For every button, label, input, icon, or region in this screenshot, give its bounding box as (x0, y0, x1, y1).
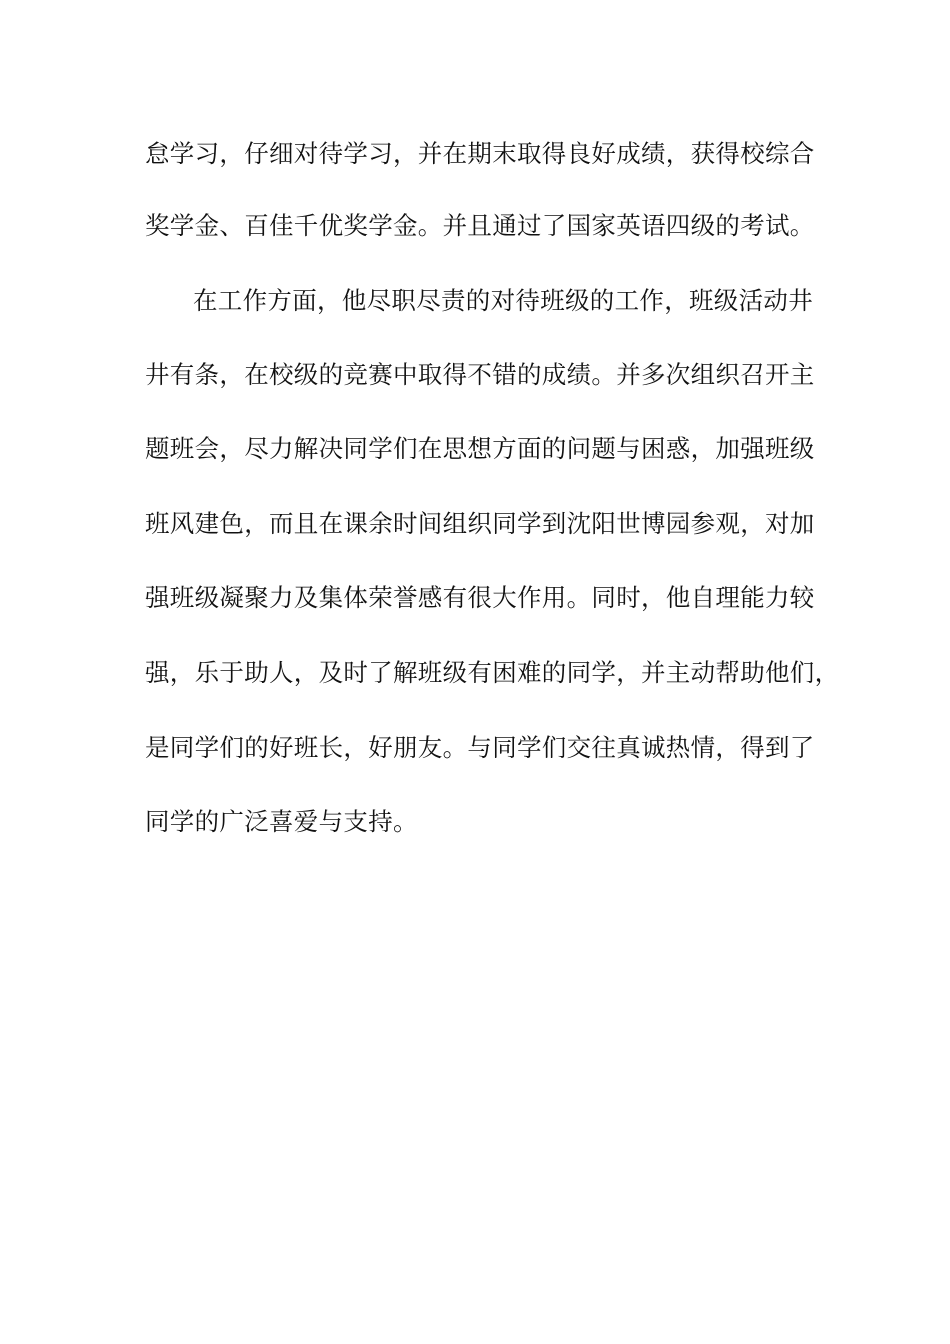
text-line: 题班会，尽力解决同学们在思想方面的问题与困惑，加强班级 (145, 434, 815, 463)
text-line: 井有条，在校级的竞赛中取得不错的成绩。并多次组织召开主 (145, 360, 815, 389)
text-line: 班风建色，而且在课余时间组织同学到沈阳世博园参观，对加 (145, 509, 815, 538)
text-line: 同学的广泛喜爱与支持。 (145, 807, 418, 836)
text-line: 是同学们的好班长，好朋友。与同学们交往真诚热情，得到了 (145, 733, 815, 762)
text-line: 怠学习，仔细对待学习，并在期末取得良好成绩，获得校综合 (145, 139, 815, 168)
text-line: 强班级凝聚力及集体荣誉感有很大作用。同时，他自理能力较 (145, 583, 815, 612)
text-line: 强，乐于助人，及时了解班级有困难的同学，并主动帮助他们， (145, 658, 840, 687)
paragraph-first-line: 在工作方面，他尽职尽责的对待班级的工作，班级活动井 (193, 286, 813, 315)
text-line: 奖学金、百佳千优奖学金。并且通过了国家英语四级的考试。 (145, 211, 815, 240)
